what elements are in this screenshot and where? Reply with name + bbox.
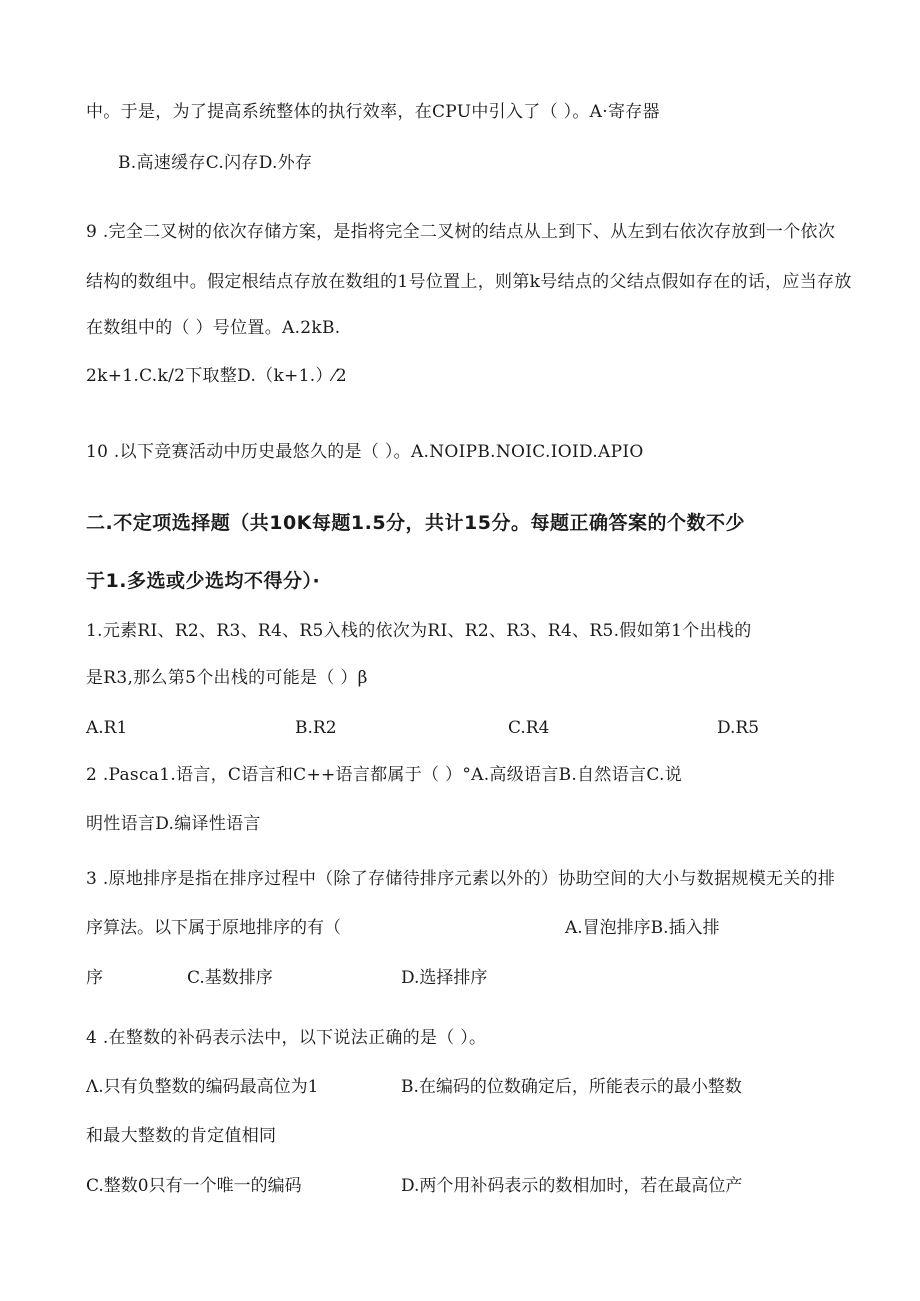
section2-heading-line2: 于1.多选或少选均不得分）· xyxy=(86,570,321,592)
s2q1-option-d: D.R5 xyxy=(717,718,760,738)
section2-heading-line1: 二.不定项选择题（共10K每题1.5分，共计15分。每题正确答案的个数不少 xyxy=(86,512,745,534)
q9-line3: 在数组中的（ ）号位置。A.2kB. xyxy=(86,318,341,338)
s2q1-option-c: C.R4 xyxy=(508,718,550,738)
s2q2-line1: 2 .Pasca1.语言，C语言和C++语言都属于（ ）°A.高级语言B.自然语言C.说 xyxy=(86,765,683,785)
q8-options: B.高速缓存C.闪存D.外存 xyxy=(118,153,313,173)
s2q3-line1: 3 .原地排序是指在排序过程中（除了存储待排序元素以外的）协助空间的大小与数据规模无关的排 xyxy=(86,869,836,889)
s2q4-option-b: B.在编码的位数确定后，所能表示的最小整数 xyxy=(401,1077,742,1097)
s2q3-line2-left: 序算法。以下属于原地排序的有（ xyxy=(86,918,341,938)
s2q4-option-a: Λ.只有负整数的编码最高位为1 xyxy=(86,1077,319,1097)
s2q3-line3-a: 序 xyxy=(86,968,103,988)
q9-line2: 结构的数组中。假定根结点存放在数组的1号位置上，则第k号结点的父结点假如存在的话，应当存放 xyxy=(86,272,852,292)
s2q1-option-a: A.R1 xyxy=(86,718,128,738)
s2q3-line3-c: D.选择排序 xyxy=(401,968,488,988)
s2q4-option-c: C.整数0只有一个唯一的编码 xyxy=(86,1176,302,1196)
q10-line1: 10 .以下竞赛活动中历史最悠久的是（ ）。A.NOIPB.NOIC.IOID.APIO xyxy=(86,442,644,462)
s2q1-option-b: B.R2 xyxy=(295,718,337,738)
s2q3-line3-b: C.基数排序 xyxy=(187,968,273,988)
s2q4-line1: 4 .在整数的补码表示法中，以下说法正确的是（ ）。 xyxy=(86,1028,487,1048)
q8-line1: 中。于是，为了提高系统整体的执行效率，在CPU中引入了（ ）。A·寄存器 xyxy=(86,102,660,122)
s2q2-line2: 明性语言D.编译性语言 xyxy=(86,814,261,834)
s2q3-line2-right: A.冒泡排序B.插入排 xyxy=(565,918,720,938)
s2q1-line1: 1.元素RI、R2、R3、R4、R5入栈的依次为RI、R2、R3、R4、R5.假如第1个出栈的 xyxy=(86,621,752,641)
s2q4-line-cont: 和最大整数的肯定值相同 xyxy=(86,1126,277,1146)
q9-line4: 2k+1.C.k/2下取整D.（k+1.）⁄2 xyxy=(86,366,347,386)
q9-line1: 9 .完全二叉树的依次存储方案，是指将完全二叉树的结点从上到下、从左到右依次存放到一个依次 xyxy=(86,222,836,242)
s2q4-option-d: D.两个用补码表示的数相加时，若在最高位产 xyxy=(401,1176,743,1196)
s2q1-line2: 是R3,那么第5个出栈的可能是（ ）β xyxy=(86,668,368,688)
